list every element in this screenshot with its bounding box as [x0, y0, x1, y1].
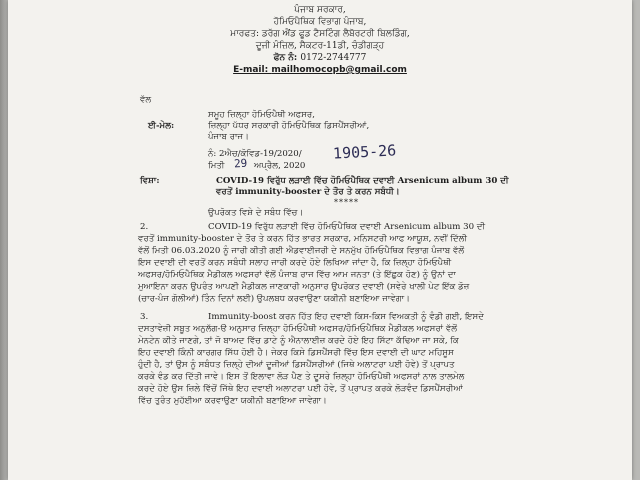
para2-line: (ਚਾਰ-ਪੰਜ ਗੋਲੀਆਂ) ਤਿੰਨ ਦਿਨਾਂ ਲਈ) ਉਪਲਬਧ ਕਰਵਾਉਣਾ ਯਕੀਨੀ ਬਣਾਇਆ ਜਾਵੇਗਾ। — [138, 294, 410, 304]
para3-line: ਹੁੰਦੀ ਹੈ, ਤਾਂ ਉਸ ਨੂੰ ਸਬੰਧਤ ਜ਼ਿਲ੍ਹੇ ਦੀਆਂ ਦੂਜੀਆਂ ਡਿਸਪੈਂਸਰੀਆਂ (ਜਿਥੇ ਅਲਾਟਰਾ ਪਈ ਹੋਵੇ) ਤੋਂ ਪ੍ਰਾਪਤ — [138, 360, 455, 370]
subject-label: ਵਿਸ਼ਾ: — [140, 176, 160, 186]
email-label: E-mail: — [233, 65, 272, 75]
memo-date-prefix: ਮਿਤੀ — [208, 161, 225, 171]
subject-line-1: COVID-19 ਵਿਰੁੱਧ ਲੜਾਈ ਵਿੱਚ ਹੋਮਿਓਪੈਥਿਕ ਦਵਾਈ Arsenicum album 30 ਦੀ — [216, 176, 509, 186]
para3-line: ਦਸਤਾਵੇਜ਼ੀ ਸਬੂਤ ਅਨੁਲੱਗ-ੳ ਅਨੁਸਾਰ ਜ਼ਿਲ੍ਹਾ ਹੋਮਿਓਪੈਥੀ ਅਫਸਰ/ਹੋਮਿਓਪੈਥਿਕ ਮੈਡੀਕਲ ਅਫਸਰਾਂ ਵੱਲੋਂ — [138, 324, 458, 334]
letterhead-address-building: ਮਾਰਫਤ: ਡਰੱਗ ਐਂਡ ਫੂਡ ਟੈਸਟਿੰਗ ਲੈਬੋਰਟਰੀ ਬਿਲਡਿੰਗ, — [230, 29, 410, 39]
email-address: mailhomocopb@gmail.com — [271, 65, 407, 75]
para2-number: 2. — [140, 222, 149, 232]
para3-line: Immunity-boost ਕਰਨ ਹਿੱਤ ਇਹ ਦਵਾਈ ਕਿਸ-ਕਿਸ ਵਿਅਕਤੀ ਨੂੰ ਵੰਡੀ ਗਈ, ਇਸਦੇ — [208, 312, 484, 322]
para3-line: ਇਹ ਦਵਾਈ ਕਿੰਨੀ ਕਾਰਗਰ ਸਿੱਧ ਹੋਈ ਹੈ। ਜੇਕਰ ਕਿਸੇ ਡਿਸਪੈਂਸਰੀ ਵਿੱਚ ਇਸ ਦਵਾਈ ਦੀ ਘਾਟ ਮਹਿਸੂਸ — [138, 348, 454, 358]
para2-line: ਵੱਲੋਂ ਮਿਤੀ 06.03.2020 ਨੂੰ ਜਾਰੀ ਕੀਤੀ ਗਈ ਐਡਵਾਈਜਰੀ ਦੇ ਸਨਮੁੱਖ ਹੋਮਿਓਪੈਥਿਕ ਵਿਭਾਗ ਪੰਜਾਬ ਵੱਲੋਂ — [138, 246, 465, 256]
memo-number-handwritten: 1905-26 — [332, 141, 397, 163]
to-label: ਵੱਲ — [140, 95, 152, 105]
letter-page — [8, 0, 632, 480]
scan-edge-shadow — [0, 0, 8, 480]
recipient-line-3: ਪੰਜਾਬ ਰਾਜ। — [208, 132, 249, 142]
para3-line: ਕਰਕੇ ਵੰਡ ਕਰ ਦਿੱਤੀ ਜਾਵੇ। ਇਸ ਤੋਂ ਇਲਾਵਾ ਲੋੜ ਪੈਣ ਤੇ ਦੂਸਰੇ ਜ਼ਿਲ੍ਹਾ ਹੋਮਿਓਪੈਥੀ ਅਫਸਰਾਂ ਨਾਲ ਤਾਲਮੇਲ — [138, 372, 465, 382]
recipient-line-1: ਸਮੂਹ ਜ਼ਿਲ੍ਹਾ ਹੋਮਿਓਪੈਥੀ ਅਫਸਰ, — [208, 110, 315, 120]
letterhead-address-floor: ਦੂਜੀ ਮੰਜ਼ਿਲ, ਸੈਕਟਰ-11ਡੀ, ਚੰਡੀਗੜ੍ਹ — [255, 41, 385, 51]
para2-line: ਮੁਆਇਨਾ ਕਰਨ ਉਪਰੰਤ ਆਪਣੀ ਮੈਡੀਕਲ ਜਾਣਕਾਰੀ ਅਨੁਸਾਰ ਉਪਰੋਕਤ ਦਵਾਈ (ਸਵੇਰੇ ਖਾਲੀ ਪੇਟ ਇੱਕ ਡੋਜ਼ — [138, 282, 470, 292]
letterhead-government: ਪੰਜਾਬ ਸਰਕਾਰ, — [294, 5, 346, 15]
letterhead-email — [8, 65, 632, 76]
memo-date-suffix: ਅਪ੍ਰੈਲ, 2020 — [254, 161, 306, 171]
para2-line: ਇਸ ਦਵਾਈ ਦੀ ਵਰਤੋਂ ਕਰਨ ਸਬੰਧੀ ਸਲਾਹ ਜਾਰੀ ਕਰਦੇ ਹੋਏ ਲਿਖਿਆ ਜਾਂਦਾ ਹੈ, ਕਿ ਜ਼ਿਲ੍ਹਾ ਹੋਮਿਓਪੈਥੀ — [138, 258, 452, 268]
letterhead-phone — [8, 53, 632, 64]
para3-line: ਵਿੱਚ ਤੁਰੰਤ ਮੁਹੱਈਆ ਕਰਵਾਉਣਾ ਯਕੀਨੀ ਬਣਾਇਆ ਜਾਵੇਗਾ। — [138, 396, 327, 406]
para3-line: ਕਰਦੇ ਹੋਏ ਉਸ ਜ਼ਿਲੇ ਵਿੱਚੋਂ ਜਿੱਥੇ ਇਹ ਦਵਾਈ ਅਲਾਟਰਾ ਪਈ ਹੋਵੇ, ਤੋਂ ਪ੍ਰਾਪਤ ਕਰਕੇ ਲੋੜਵੰਦ ਡਿਸਪੈਂਸਰੀਆਂ — [138, 384, 463, 394]
intro-line: ਉਪਰੋਕਤ ਵਿਸ਼ੇ ਦੇ ਸਬੰਧ ਵਿੱਚ। — [208, 208, 304, 218]
para2-line: ਵਰਤੋਂ immunity-booster ਦੇ ਤੌਰ ਤੇ ਕਰਨ ਹਿੱਤ ਭਾਰਤ ਸਰਕਾਰ, ਮਨਿਸਟਰੀ ਆਫ ਆਯੂਸ਼, ਨਵੀਂ ਦਿੱਲੀ — [138, 234, 468, 244]
subject-line-2: ਵਰਤੋਂ immunity-booster ਦੇ ਤੌਰ ਤੇ ਕਰਨ ਸਬੰਧੀ। — [216, 187, 400, 197]
para3-line: ਮੇਨਟੇਨ ਕੀਤੇ ਜਾਣਗੇ, ਤਾਂ ਜੋ ਬਾਅਦ ਵਿੱਚ ਡਾਟੇ ਨੂੰ ਐਨਾਲਾਈਜ਼ ਕਰਦੇ ਹੋਏ ਇਹ ਸਿੱਟਾ ਕੱਢਿਆ ਜਾ ਸਕੇ, ਕਿ — [138, 336, 459, 346]
subject-stars: ***** — [334, 198, 359, 207]
memo-date-handwritten: 29 — [233, 156, 248, 171]
letterhead-department: ਹੋਮਿਓਪੈਥਿਕ ਵਿਭਾਗ ਪੰਜਾਬ, — [273, 17, 367, 27]
para3-number: 3. — [140, 312, 149, 322]
recipient-line-2: ਜ਼ਿਲ੍ਹਾ ਪੱਧਰ ਸਰਕਾਰੀ ਹੋਮਿਓਪੈਥਿਕ ਡਿਸਪੈਂਸਰੀਆਂ, — [208, 121, 370, 131]
recipient-email-prefix: ਈ-ਮੇਲ: — [148, 121, 175, 131]
phone-label: ਫੋਨ ਨੰ: — [273, 53, 301, 63]
para2-line: COVID-19 ਵਿਰੁੱਧ ਲੜਾਈ ਵਿੱਚ ਹੋਮਿਓਪੈਥਿਕ ਦਵਾਈ Arsenicum album 30 ਦੀ — [208, 222, 486, 232]
para2-line: ਅਫਸਰ/ਹੋਮਿਓਪੈਥਿਕ ਮੈਡੀਕਲ ਅਫਸਰਾਂ ਵੱਲੋਂ ਪੰਜਾਬ ਰਾਜ ਵਿੱਚ ਆਮ ਜਨਤਾ (ਤੇ ਇੱਛੁਕ ਹੋਣ) ਨੂੰ ਉਨਾਂ ਦਾ — [138, 270, 456, 280]
memo-number: ਨੰ: 2ਐਚ/ਕੋਵਿਡ-19/2020/ — [208, 149, 302, 159]
phone-number: 0172-2744777 — [300, 53, 367, 63]
